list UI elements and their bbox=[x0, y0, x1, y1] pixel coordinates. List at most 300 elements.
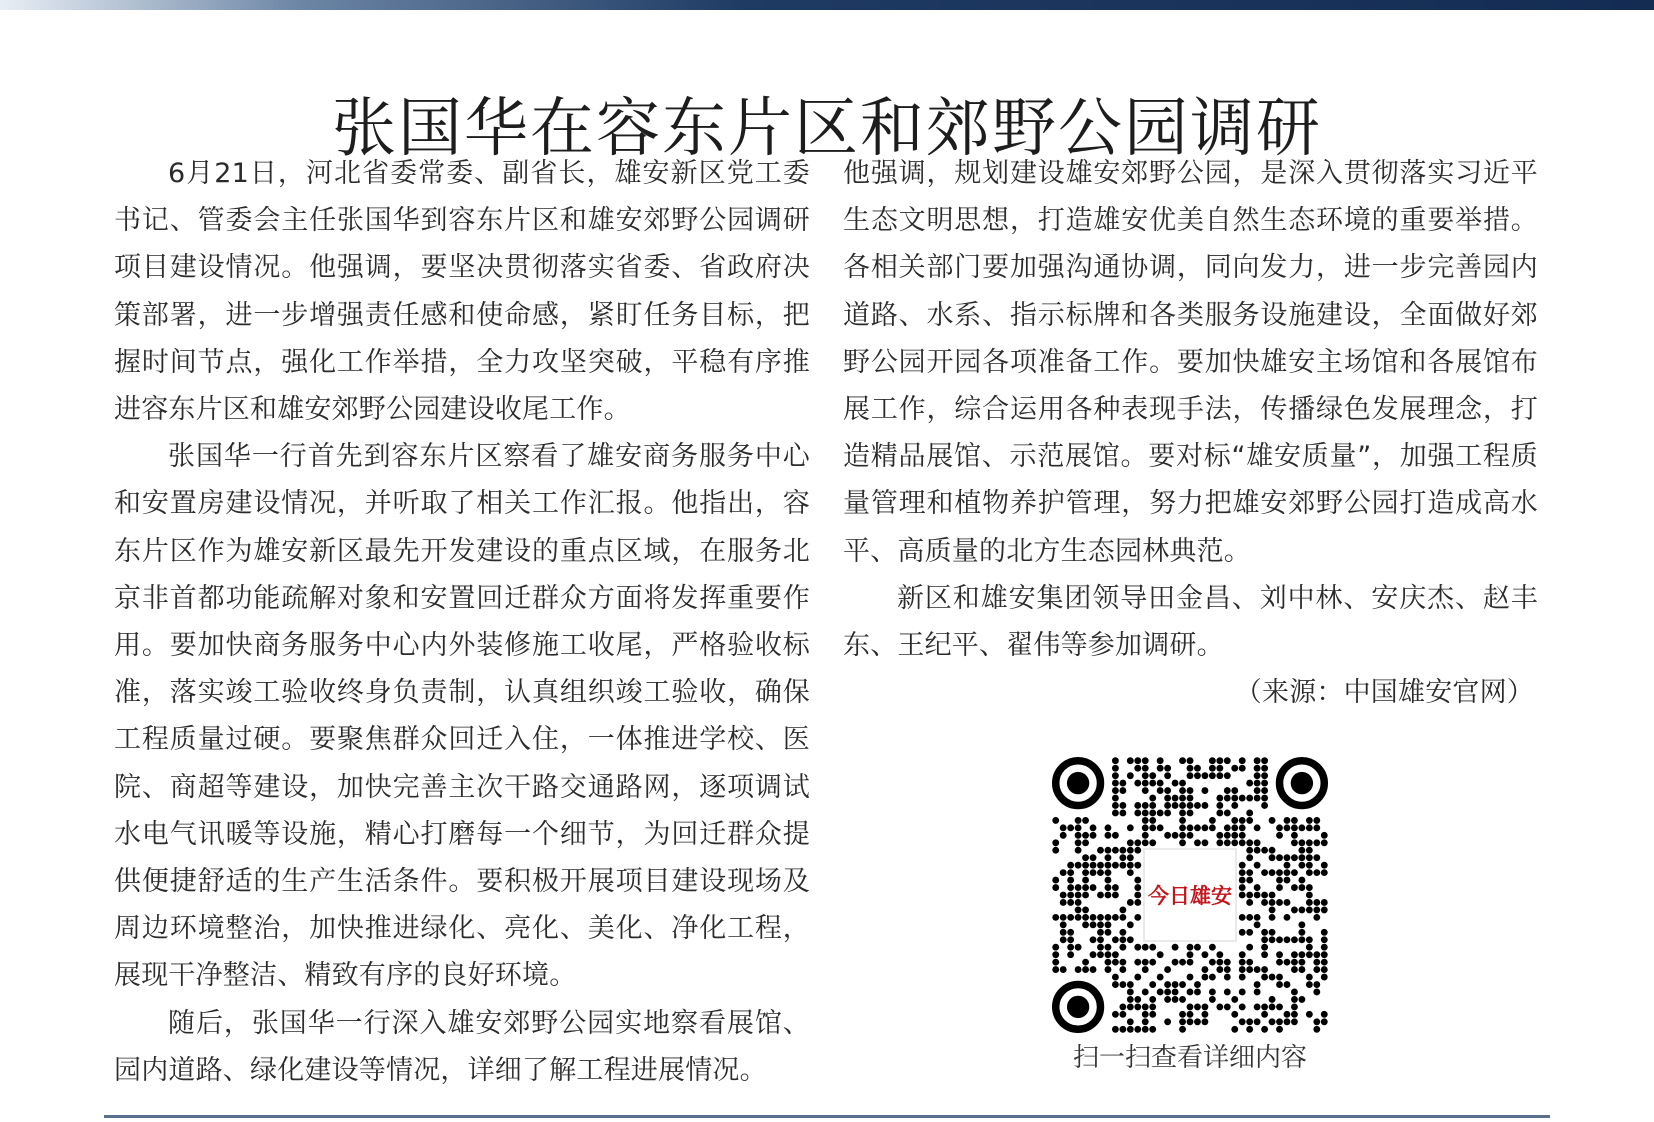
qr-dot bbox=[1194, 772, 1201, 779]
qr-dot bbox=[1187, 757, 1194, 764]
qr-dot bbox=[1082, 892, 1089, 899]
qr-dot bbox=[1269, 892, 1276, 899]
qr-dot bbox=[1187, 824, 1194, 831]
qr-dot bbox=[1194, 839, 1201, 846]
qr-dot bbox=[1276, 981, 1283, 988]
qr-dot bbox=[1060, 929, 1067, 936]
qr-dot bbox=[1112, 795, 1119, 802]
qr-dot bbox=[1142, 966, 1149, 973]
qr-dot bbox=[1298, 877, 1305, 884]
qr-dot bbox=[1105, 929, 1112, 936]
qr-dot bbox=[1201, 951, 1208, 958]
qr-dot bbox=[1172, 996, 1179, 1003]
qr-dot bbox=[1201, 772, 1208, 779]
qr-dot bbox=[1164, 966, 1171, 973]
qr-dot bbox=[1298, 921, 1305, 928]
qr-dot bbox=[1313, 981, 1320, 988]
qr-dot bbox=[1246, 869, 1253, 876]
qr-dot bbox=[1097, 951, 1104, 958]
qr-dot bbox=[1187, 772, 1194, 779]
qr-dot bbox=[1246, 810, 1253, 817]
qr-dot bbox=[1231, 839, 1238, 846]
qr-dot bbox=[1239, 884, 1246, 891]
qr-dot bbox=[1105, 892, 1112, 899]
qr-dot bbox=[1306, 817, 1313, 824]
qr-dot bbox=[1142, 1026, 1149, 1033]
qr-dot bbox=[1075, 839, 1082, 846]
qr-dot bbox=[1082, 877, 1089, 884]
qr-dot bbox=[1052, 839, 1059, 846]
qr-dot bbox=[1254, 787, 1261, 794]
qr-dot bbox=[1194, 981, 1201, 988]
qr-dot bbox=[1246, 854, 1253, 861]
qr-dot bbox=[1291, 817, 1298, 824]
qr-dot bbox=[1134, 757, 1141, 764]
qr-dot bbox=[1164, 795, 1171, 802]
qr-dot bbox=[1201, 824, 1208, 831]
qr-dot bbox=[1179, 1026, 1186, 1033]
qr-dot bbox=[1306, 839, 1313, 846]
qr-dot bbox=[1164, 981, 1171, 988]
qr-dot bbox=[1246, 966, 1253, 973]
qr-dot bbox=[1239, 914, 1246, 921]
qr-dot bbox=[1112, 772, 1119, 779]
qr-dot bbox=[1194, 824, 1201, 831]
qr-dot bbox=[1052, 847, 1059, 854]
qr-dot bbox=[1067, 929, 1074, 936]
qr-dot bbox=[1172, 780, 1179, 787]
qr-dot bbox=[1298, 847, 1305, 854]
qr-dot bbox=[1127, 936, 1134, 943]
qr-dot bbox=[1119, 1011, 1126, 1018]
qr-dot bbox=[1119, 802, 1126, 809]
qr-dot bbox=[1119, 847, 1126, 854]
qr-dot bbox=[1201, 1018, 1208, 1025]
qr-dot bbox=[1269, 996, 1276, 1003]
qr-dot bbox=[1179, 787, 1186, 794]
qr-dot bbox=[1239, 1003, 1246, 1010]
qr-dot bbox=[1209, 989, 1216, 996]
qr-dot bbox=[1127, 1026, 1134, 1033]
qr-dot bbox=[1134, 899, 1141, 906]
qr-dot bbox=[1052, 884, 1059, 891]
qr-dot bbox=[1164, 772, 1171, 779]
qr-dot bbox=[1067, 862, 1074, 869]
qr-dot bbox=[1224, 832, 1231, 839]
qr-dot bbox=[1105, 914, 1112, 921]
qr-dot bbox=[1149, 959, 1156, 966]
qr-dot bbox=[1254, 921, 1261, 928]
article-source: （来源：中国雄安官网） bbox=[1234, 677, 1534, 709]
article-paragraph: 6月21日，河北省委常委、副省长，雄安新区党工委书记、管委会主任张国华到容东片区和雄安郊野公园调研项目建设情况。他强调，要坚决贯彻落实省委、省政府决策部署，进一步增强责任感和使命感，紧盯任务目标，把握时间节点，强化工作举措，全力攻坚突破，平稳有序推进容东片区和雄安郊野公园建设收尾工作。 bbox=[114, 158, 810, 426]
qr-dot bbox=[1172, 981, 1179, 988]
qr-dot bbox=[1321, 906, 1328, 913]
qr-dot bbox=[1112, 765, 1119, 772]
qr-dot bbox=[1209, 817, 1216, 824]
qr-dot bbox=[1149, 996, 1156, 1003]
qr-dot bbox=[1313, 959, 1320, 966]
qr-dot bbox=[1119, 1003, 1126, 1010]
qr-dot bbox=[1201, 974, 1208, 981]
qr-dot bbox=[1119, 959, 1126, 966]
qr-dot bbox=[1060, 892, 1067, 899]
qr-dot bbox=[1239, 817, 1246, 824]
qr-dot bbox=[1231, 802, 1238, 809]
qr-dot bbox=[1134, 862, 1141, 869]
qr-dot bbox=[1313, 824, 1320, 831]
qr-dot bbox=[1269, 869, 1276, 876]
qr-dot bbox=[1239, 966, 1246, 973]
qr-dot bbox=[1082, 921, 1089, 928]
qr-dot bbox=[1142, 1011, 1149, 1018]
qr-dot bbox=[1291, 996, 1298, 1003]
qr-dot bbox=[1179, 780, 1186, 787]
qr-dot bbox=[1134, 847, 1141, 854]
qr-dot bbox=[1261, 936, 1268, 943]
qr-dot bbox=[1134, 839, 1141, 846]
qr-dot bbox=[1134, 914, 1141, 921]
qr-dot bbox=[1276, 1026, 1283, 1033]
qr-dot bbox=[1321, 959, 1328, 966]
qr-dot bbox=[1149, 981, 1156, 988]
qr-dot bbox=[1298, 906, 1305, 913]
qr-dot bbox=[1097, 944, 1104, 951]
qr-dot bbox=[1067, 869, 1074, 876]
qr-dot bbox=[1090, 921, 1097, 928]
qr-dot bbox=[1157, 765, 1164, 772]
qr-dot bbox=[1254, 795, 1261, 802]
qr-dot bbox=[1276, 1003, 1283, 1010]
qr-dot bbox=[1194, 1003, 1201, 1010]
qr-dot bbox=[1261, 847, 1268, 854]
qr-dot bbox=[1105, 884, 1112, 891]
qr-dot bbox=[1254, 966, 1261, 973]
qr-dot bbox=[1321, 966, 1328, 973]
qr-dot bbox=[1224, 795, 1231, 802]
qr-dot bbox=[1306, 884, 1313, 891]
qr-dot bbox=[1261, 787, 1268, 794]
qr-dot bbox=[1149, 1011, 1156, 1018]
qr-dot bbox=[1321, 899, 1328, 906]
qr-dot bbox=[1209, 765, 1216, 772]
qr-dot bbox=[1187, 795, 1194, 802]
qr-dot bbox=[1119, 780, 1126, 787]
qr-dot bbox=[1134, 877, 1141, 884]
qr-dot bbox=[1134, 996, 1141, 1003]
qr-dot bbox=[1224, 787, 1231, 794]
qr-dot bbox=[1306, 906, 1313, 913]
qr-dot bbox=[1112, 892, 1119, 899]
qr-dot bbox=[1142, 959, 1149, 966]
qr-dot bbox=[1194, 802, 1201, 809]
qr-dot bbox=[1276, 899, 1283, 906]
qr-dot bbox=[1060, 966, 1067, 973]
qr-dot bbox=[1224, 824, 1231, 831]
qr-dot bbox=[1157, 974, 1164, 981]
qr-dot bbox=[1067, 892, 1074, 899]
qr-dot bbox=[1119, 906, 1126, 913]
qr-dot bbox=[1105, 966, 1112, 973]
qr-finder-center bbox=[1067, 772, 1089, 794]
qr-dot bbox=[1216, 765, 1223, 772]
qr-dot bbox=[1261, 966, 1268, 973]
article-column-left bbox=[114, 150, 810, 1094]
qr-dot bbox=[1284, 936, 1291, 943]
qr-dot bbox=[1149, 824, 1156, 831]
qr-dot bbox=[1284, 959, 1291, 966]
qr-dot bbox=[1239, 892, 1246, 899]
qr-dot bbox=[1276, 959, 1283, 966]
qr-dot bbox=[1209, 974, 1216, 981]
qr-dot bbox=[1187, 951, 1194, 958]
qr-dot bbox=[1284, 1018, 1291, 1025]
qr-dot bbox=[1261, 899, 1268, 906]
qr-dot bbox=[1291, 906, 1298, 913]
qr-dot bbox=[1112, 1011, 1119, 1018]
qr-dot bbox=[1187, 989, 1194, 996]
qr-dot bbox=[1119, 862, 1126, 869]
qr-dot bbox=[1090, 832, 1097, 839]
qr-dot bbox=[1306, 974, 1313, 981]
qr-dot bbox=[1134, 765, 1141, 772]
qr-dot bbox=[1261, 869, 1268, 876]
qr-dot bbox=[1239, 959, 1246, 966]
qr-dot bbox=[1119, 914, 1126, 921]
qr-dot bbox=[1254, 765, 1261, 772]
qr-dot bbox=[1261, 929, 1268, 936]
qr-dot bbox=[1284, 899, 1291, 906]
qr-dot bbox=[1231, 824, 1238, 831]
qr-dot bbox=[1269, 847, 1276, 854]
qr-dot bbox=[1291, 959, 1298, 966]
qr-dot bbox=[1291, 854, 1298, 861]
qr-dot bbox=[1276, 854, 1283, 861]
qr-dot bbox=[1187, 944, 1194, 951]
qr-dot bbox=[1239, 832, 1246, 839]
qr-dot bbox=[1112, 810, 1119, 817]
qr-dot bbox=[1082, 817, 1089, 824]
qr-dot bbox=[1052, 944, 1059, 951]
qr-dot bbox=[1291, 869, 1298, 876]
qr-dot bbox=[1313, 1026, 1320, 1033]
qr-dot bbox=[1067, 936, 1074, 943]
qr-dot bbox=[1119, 966, 1126, 973]
qr-dot bbox=[1216, 951, 1223, 958]
qr-dot bbox=[1075, 832, 1082, 839]
qr-dot bbox=[1090, 854, 1097, 861]
qr-dot bbox=[1284, 1011, 1291, 1018]
qr-dot bbox=[1157, 757, 1164, 764]
qr-dot bbox=[1164, 1018, 1171, 1025]
qr-dot bbox=[1097, 892, 1104, 899]
qr-dot bbox=[1201, 1011, 1208, 1018]
qr-dot bbox=[1298, 951, 1305, 958]
qr-dot bbox=[1276, 869, 1283, 876]
qr-dot bbox=[1105, 824, 1112, 831]
qr-dot bbox=[1209, 944, 1216, 951]
qr-dot bbox=[1224, 959, 1231, 966]
qr-dot bbox=[1216, 966, 1223, 973]
qr-dot bbox=[1090, 869, 1097, 876]
qr-dot bbox=[1134, 780, 1141, 787]
qr-dot bbox=[1254, 1018, 1261, 1025]
qr-dot bbox=[1291, 824, 1298, 831]
qr-dot bbox=[1142, 817, 1149, 824]
qr-dot bbox=[1313, 1018, 1320, 1025]
qr-dot bbox=[1134, 959, 1141, 966]
qr-dot bbox=[1164, 989, 1171, 996]
qr-dot bbox=[1321, 974, 1328, 981]
qr-dot bbox=[1127, 989, 1134, 996]
qr-dot bbox=[1052, 951, 1059, 958]
qr-dot bbox=[1067, 884, 1074, 891]
qr-dot bbox=[1246, 839, 1253, 846]
qr-dot bbox=[1239, 951, 1246, 958]
qr-dot bbox=[1127, 1018, 1134, 1025]
qr-dot bbox=[1298, 824, 1305, 831]
qr-dot bbox=[1105, 869, 1112, 876]
qr-dot bbox=[1142, 772, 1149, 779]
qr-dot bbox=[1075, 899, 1082, 906]
qr-dot bbox=[1246, 959, 1253, 966]
qr-dot bbox=[1269, 854, 1276, 861]
qr-dot bbox=[1149, 839, 1156, 846]
qr-dot bbox=[1246, 817, 1253, 824]
qr-dot bbox=[1105, 951, 1112, 958]
qr-dot bbox=[1261, 765, 1268, 772]
qr-dot bbox=[1306, 847, 1313, 854]
qr-finder-center bbox=[1067, 996, 1089, 1018]
qr-dot bbox=[1082, 966, 1089, 973]
qr-dot bbox=[1224, 810, 1231, 817]
qr-dot bbox=[1254, 757, 1261, 764]
qr-caption: 扫一扫查看详细内容 bbox=[1072, 1043, 1307, 1073]
qr-dot bbox=[1127, 772, 1134, 779]
qr-dot bbox=[1261, 780, 1268, 787]
qr-dot bbox=[1216, 772, 1223, 779]
qr-dot bbox=[1075, 914, 1082, 921]
qr-dot bbox=[1112, 914, 1119, 921]
qr-dot bbox=[1112, 757, 1119, 764]
qr-dot bbox=[1246, 847, 1253, 854]
qr-dot bbox=[1269, 936, 1276, 943]
qr-dot bbox=[1246, 944, 1253, 951]
qr-dot bbox=[1194, 989, 1201, 996]
qr-dot bbox=[1321, 862, 1328, 869]
qr-dot bbox=[1112, 974, 1119, 981]
qr-dot bbox=[1246, 929, 1253, 936]
qr-dot bbox=[1090, 862, 1097, 869]
top-banner-bar bbox=[0, 0, 1654, 10]
qr-dot bbox=[1298, 854, 1305, 861]
qr-dot bbox=[1142, 839, 1149, 846]
qr-dot bbox=[1097, 869, 1104, 876]
qr-dot bbox=[1261, 1003, 1268, 1010]
qr-dot bbox=[1321, 929, 1328, 936]
qr-dot bbox=[1157, 810, 1164, 817]
qr-dot bbox=[1194, 1018, 1201, 1025]
qr-dot bbox=[1075, 892, 1082, 899]
qr-dot bbox=[1216, 1003, 1223, 1010]
qr-dot bbox=[1090, 936, 1097, 943]
qr-dot bbox=[1157, 787, 1164, 794]
qr-dot bbox=[1231, 765, 1238, 772]
qr-dot bbox=[1179, 832, 1186, 839]
qr-dot bbox=[1075, 862, 1082, 869]
qr-dot bbox=[1075, 944, 1082, 951]
qr-dot bbox=[1239, 765, 1246, 772]
qr-dot bbox=[1269, 899, 1276, 906]
qr-dot bbox=[1164, 996, 1171, 1003]
qr-dot bbox=[1134, 1003, 1141, 1010]
qr-dot bbox=[1149, 802, 1156, 809]
qr-dot bbox=[1284, 914, 1291, 921]
bottom-divider bbox=[104, 1115, 1550, 1118]
qr-dot bbox=[1060, 869, 1067, 876]
qr-dot bbox=[1209, 996, 1216, 1003]
qr-dot bbox=[1231, 1011, 1238, 1018]
qr-dot bbox=[1276, 974, 1283, 981]
qr-dot bbox=[1179, 824, 1186, 831]
qr-dot bbox=[1179, 1011, 1186, 1018]
qr-dot bbox=[1321, 869, 1328, 876]
qr-dot bbox=[1134, 944, 1141, 951]
qr-dot bbox=[1216, 832, 1223, 839]
qr-dot bbox=[1119, 1026, 1126, 1033]
qr-dot bbox=[1291, 1018, 1298, 1025]
qr-dot bbox=[1112, 981, 1119, 988]
qr-dot bbox=[1105, 877, 1112, 884]
qr-code[interactable] bbox=[1052, 757, 1328, 1033]
qr-dot bbox=[1269, 906, 1276, 913]
qr-dot bbox=[1224, 974, 1231, 981]
qr-dot bbox=[1179, 839, 1186, 846]
qr-dot bbox=[1157, 780, 1164, 787]
qr-dot bbox=[1149, 1003, 1156, 1010]
qr-dot bbox=[1261, 892, 1268, 899]
qr-dot bbox=[1246, 914, 1253, 921]
qr-dot bbox=[1172, 959, 1179, 966]
qr-dot bbox=[1239, 869, 1246, 876]
qr-dot bbox=[1269, 974, 1276, 981]
qr-dot bbox=[1060, 899, 1067, 906]
qr-dot bbox=[1105, 854, 1112, 861]
qr-dot bbox=[1284, 862, 1291, 869]
qr-dot bbox=[1134, 1026, 1141, 1033]
qr-dot bbox=[1187, 1018, 1194, 1025]
qr-dot bbox=[1112, 802, 1119, 809]
qr-dot bbox=[1179, 802, 1186, 809]
qr-dot bbox=[1127, 854, 1134, 861]
qr-dot bbox=[1119, 854, 1126, 861]
qr-dot bbox=[1119, 936, 1126, 943]
qr-dot bbox=[1254, 862, 1261, 869]
qr-dot bbox=[1149, 780, 1156, 787]
qr-dot bbox=[1149, 810, 1156, 817]
qr-dot bbox=[1097, 862, 1104, 869]
qr-dot bbox=[1164, 765, 1171, 772]
qr-dot bbox=[1239, 929, 1246, 936]
qr-dot bbox=[1239, 989, 1246, 996]
qr-dot bbox=[1201, 1003, 1208, 1010]
qr-dot bbox=[1291, 989, 1298, 996]
qr-dot bbox=[1246, 877, 1253, 884]
qr-dot bbox=[1082, 906, 1089, 913]
qr-dot bbox=[1127, 862, 1134, 869]
qr-dot bbox=[1179, 996, 1186, 1003]
qr-dot bbox=[1164, 787, 1171, 794]
qr-dot bbox=[1209, 757, 1216, 764]
